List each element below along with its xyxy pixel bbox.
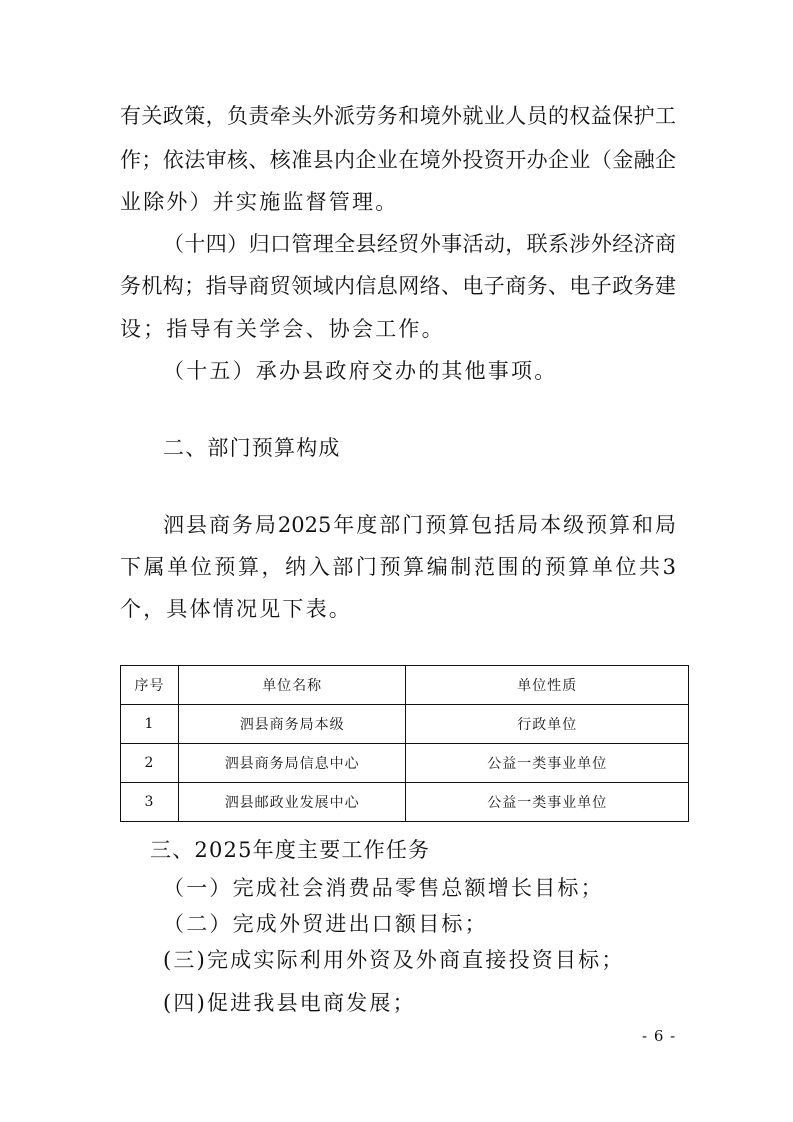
cell-unit-name: 泗县商务局信息中心 — [178, 744, 406, 783]
header-cell: 单位名称 — [178, 666, 406, 705]
header-cell: 单位性质 — [406, 666, 689, 705]
body-line: 个，具体情况见下表。 — [120, 597, 352, 621]
body-line: （十五）承办县政府交办的其他事项。 — [163, 359, 558, 383]
task-item: （二）完成外贸进出口额目标； — [163, 912, 488, 936]
section-heading: 二、部门预算构成 — [163, 436, 341, 460]
table-header-row — [121, 666, 689, 705]
table-row — [121, 705, 689, 744]
cell-index: 3 — [121, 783, 179, 822]
body-line: 下属单位预算，纳入部门预算编制范围的预算单位共3 — [120, 555, 676, 579]
table-row — [121, 783, 689, 822]
header-cell: 序号 — [121, 666, 179, 705]
cell-unit-type: 公益一类事业单位 — [406, 783, 689, 822]
cell-unit-name: 泗县邮政业发展中心 — [178, 783, 406, 822]
body-line: 务机构；指导商贸领域内信息网络、电子商务、电子政务建 — [120, 274, 676, 298]
task-item: （一）完成社会消费品零售总额增长目标； — [163, 876, 604, 900]
page-number: - 6 - — [642, 1027, 677, 1045]
cell-index: 2 — [121, 744, 179, 783]
cell-unit-type: 公益一类事业单位 — [406, 744, 689, 783]
task-item: (三)完成实际利用外资及外商直接投资目标； — [163, 948, 625, 972]
body-line: 设；指导有关学会、协会工作。 — [120, 317, 445, 341]
body-line: （十四）归口管理全县经贸外事活动，联系涉外经济商 — [163, 232, 676, 256]
cell-index: 1 — [121, 705, 179, 744]
body-line: 有关政策，负责牵头外派劳务和境外就业人员的权益保护工 — [120, 104, 676, 128]
cell-unit-name: 泗县商务局本级 — [178, 705, 406, 744]
task-item: (四)促进我县电商发展； — [163, 991, 416, 1015]
budget-units-table — [120, 665, 689, 822]
body-line: 业除外）并实施监督管理。 — [120, 190, 399, 214]
body-line: 作；依法审核、核准县内企业在境外投资开办企业（金融企 — [120, 148, 676, 172]
section-heading: 三、2025年度主要工作任务 — [150, 838, 431, 862]
cell-unit-type: 行政单位 — [406, 705, 689, 744]
body-line: 泗县商务局2025年度部门预算包括局本级预算和局 — [163, 513, 676, 537]
table-row — [121, 744, 689, 783]
